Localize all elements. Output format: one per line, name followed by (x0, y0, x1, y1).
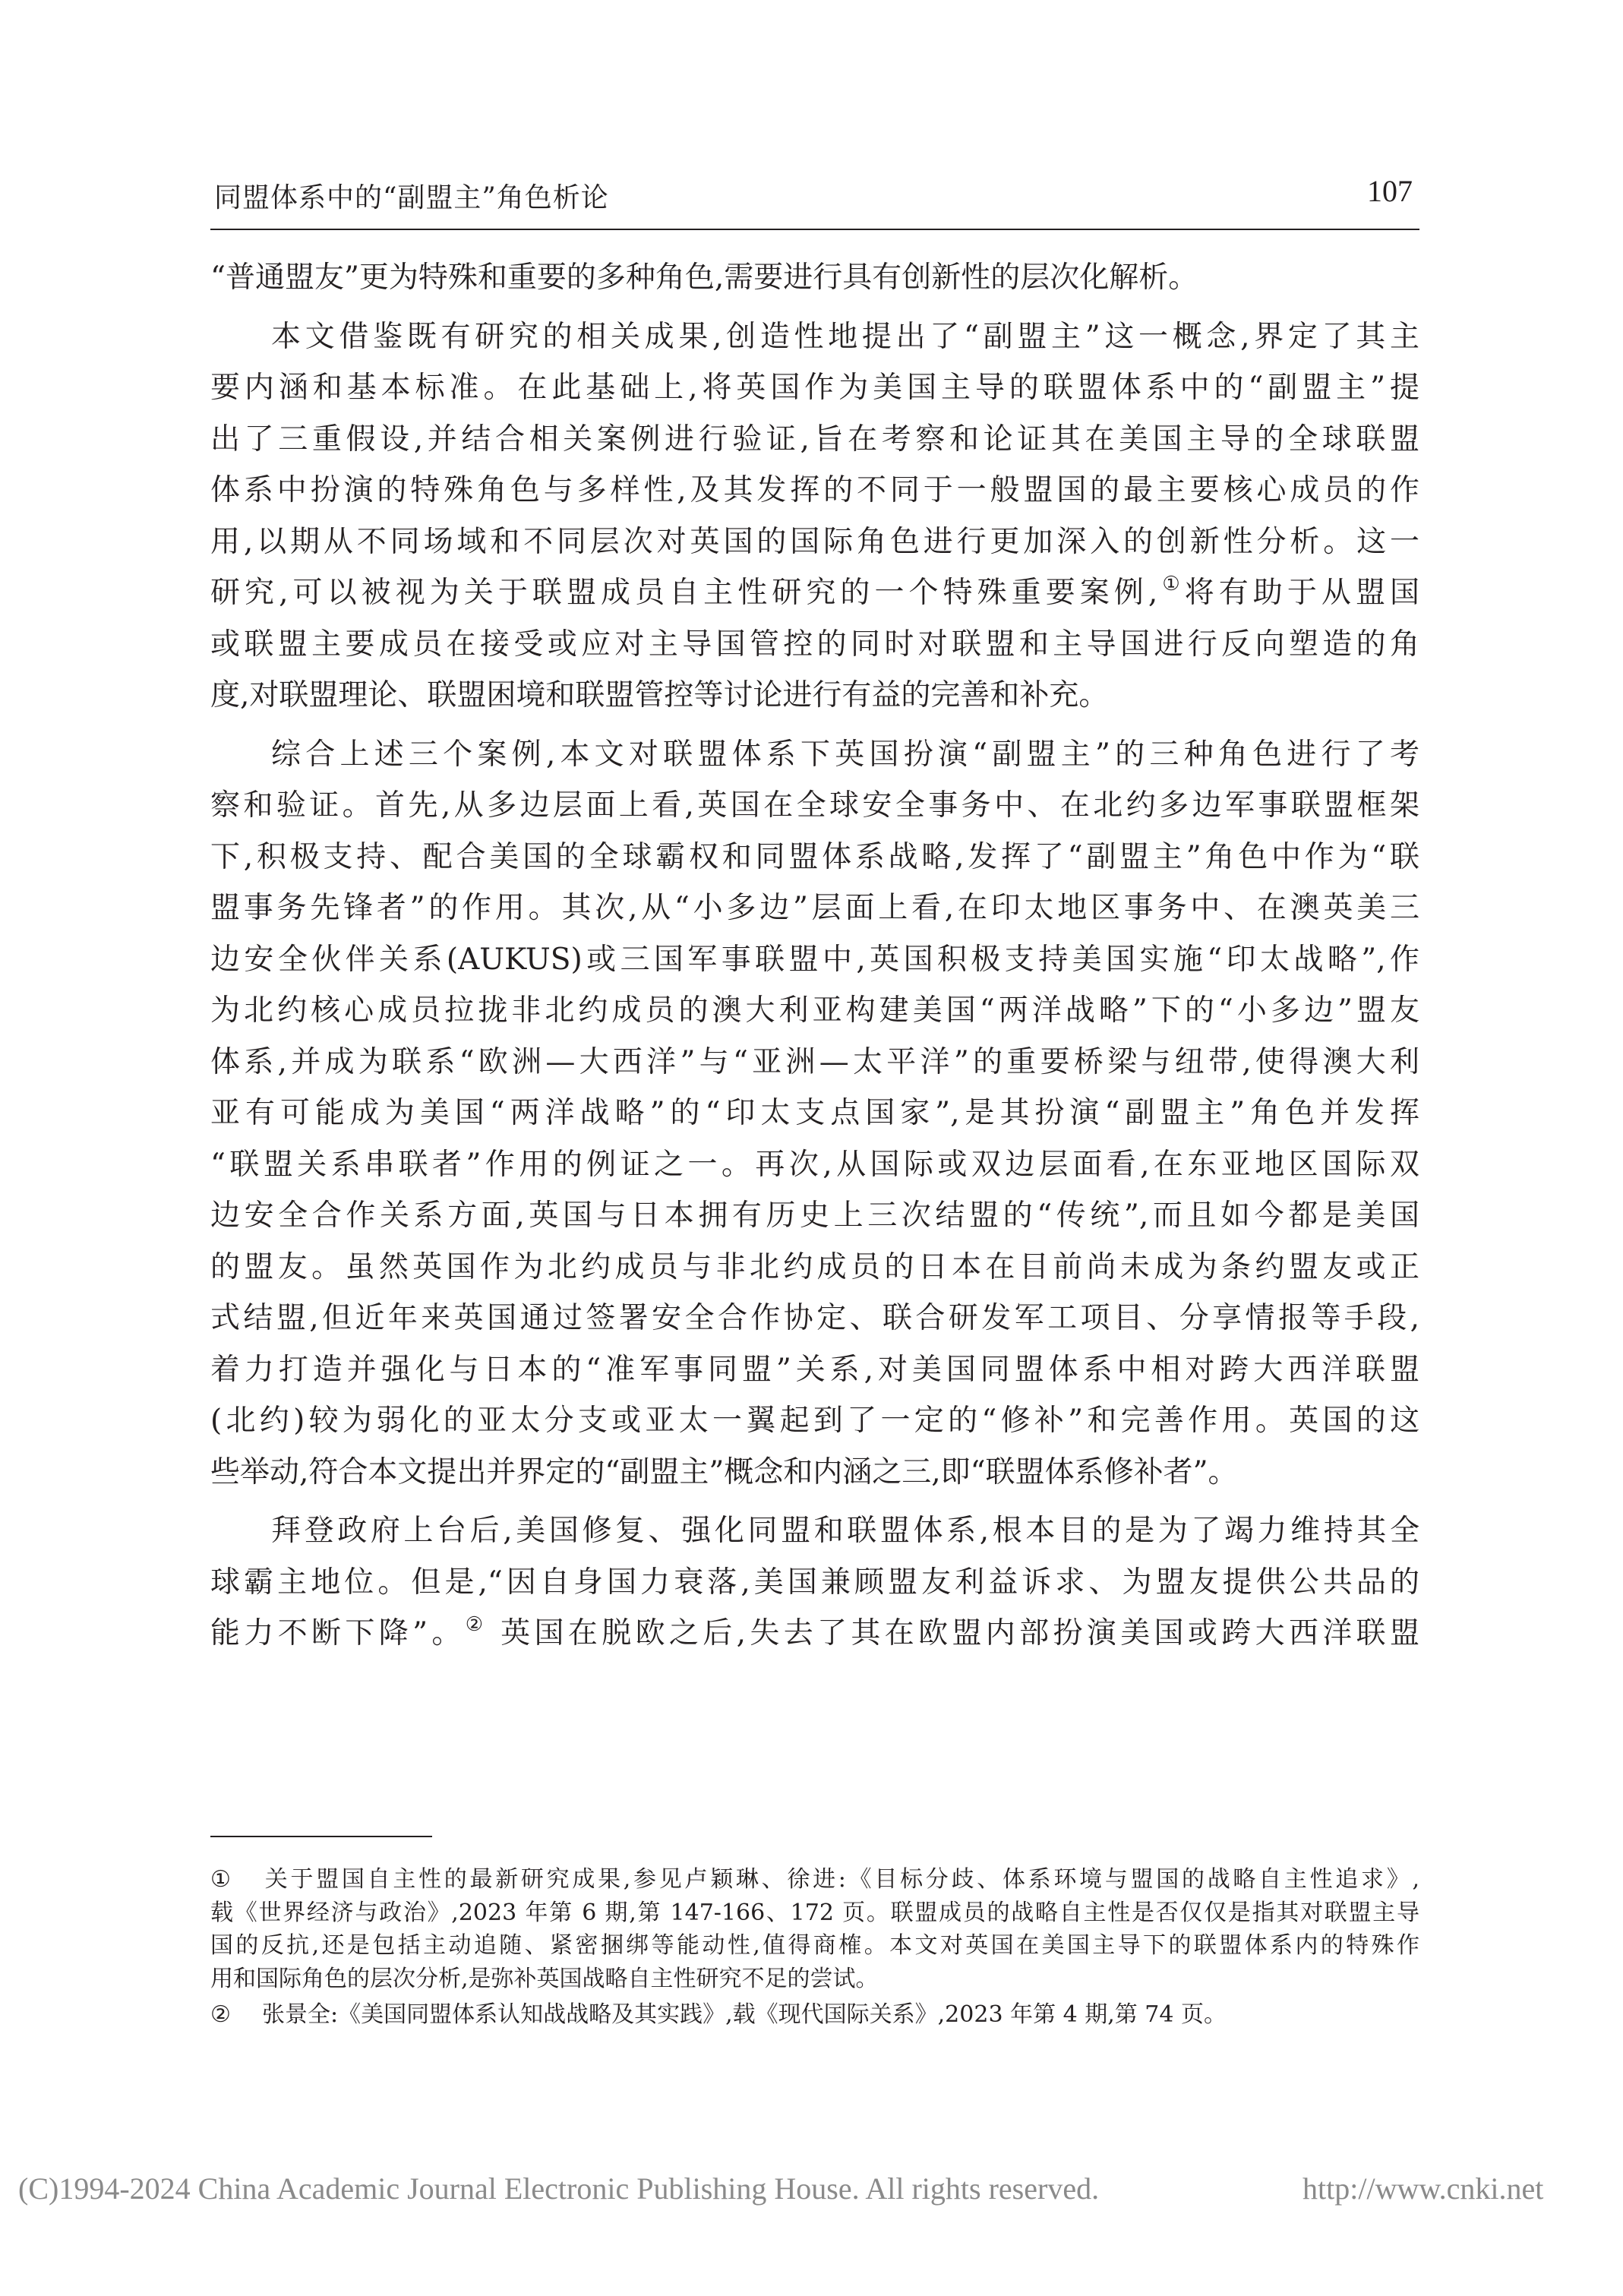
copyright-notice: (C)1994-2024 China Academic Journal Electronic Publishing House. All rights reserved. (18, 2171, 1100, 2206)
body-line: “普通盟友”更为特殊和重要的多种角色,需要进行具有创新性的层次化解析。 (210, 261, 1198, 295)
cnki-link[interactable]: http://www.cnki.net (1303, 2171, 1544, 2206)
body-line: 出了三重假设,并结合相关案例进行验证,旨在考察和论证其在美国主导的全球联盟 (210, 422, 1419, 456)
body-text (210, 252, 1419, 1660)
body-line: 边安全合作关系方面,英国与日本拥有历史上三次结盟的“传统”,而且如今都是美国 (210, 1199, 1419, 1233)
footnote-text: 关于盟国自主性的最新研究成果,参见卢颖琳、徐进:《目标分歧、体系环境与盟国的战略自主性追求》, (262, 1866, 1419, 1893)
body-line: 球霸主地位。但是,“因自身国力衰落,美国兼顾盟友利益诉求、为盟友提供公共品的 (210, 1565, 1419, 1600)
footnote-line (210, 1998, 1419, 2032)
body-line-part: 将有助于从盟国 (1184, 576, 1419, 610)
footnote-text: 张景全:《美国同盟体系认知战战略及其实践》,载《现代国际关系》,2023 年第 4 期,第 74 页。 (262, 2001, 1227, 2028)
body-line: 或联盟主要成员在接受或应对主导国管控的同时对联盟和主导国进行反向塑造的角 (210, 627, 1419, 662)
body-line: 些举动,符合本文提出并界定的“副盟主”概念和内涵之三,即“联盟体系修补者”。 (210, 1454, 1238, 1489)
copyright-line (18, 2171, 1544, 2206)
body-line: 为北约核心成员拉拢非北约成员的澳大利亚构建美国“两洋战略”下的“小多边”盟友 (210, 993, 1419, 1028)
footnote-rule (210, 1836, 432, 1837)
body-line (210, 567, 1419, 619)
body-line (210, 1608, 1419, 1660)
running-title: 同盟体系中的“副盟主”角色析论 (214, 182, 609, 213)
body-line: 的盟友。虽然英国作为北约成员与非北约成员的日本在目前尚未成为条约盟友或正 (210, 1249, 1419, 1284)
body-line: 盟事务先锋者”的作用。其次,从“小多边”层面上看,在印太地区事务中、在澳英美三 (210, 891, 1419, 925)
footnote-ref-1[interactable]: ① (1157, 573, 1185, 595)
footnotes (210, 1863, 1419, 2032)
body-line: 度,对联盟理论、联盟困境和联盟管控等讨论进行有益的完善和补充。 (210, 678, 1109, 712)
header-rule (210, 229, 1419, 230)
body-line-part: 研究,可以被视为关于联盟成员自主性研究的一个特殊重要案例, (210, 576, 1158, 610)
page-number: 107 (1367, 174, 1413, 208)
body-line: 拜登政府上台后,美国修复、强化同盟和联盟体系,根本目的是为了竭力维持其全 (271, 1514, 1419, 1548)
body-line: 体系,并成为联系“欧洲—大西洋”与“亚洲—太平洋”的重要桥梁与纽带,使得澳大利 (210, 1044, 1419, 1079)
body-line: (北约)较为弱化的亚太分支或亚太一翼起到了一定的“修补”和完善作用。英国的这 (210, 1404, 1419, 1438)
body-line: 察和验证。首先,从多边层面上看,英国在全球安全事务中、在北约多边军事联盟框架 (210, 788, 1419, 823)
body-line: 体系中扮演的特殊角色与多样性,及其发挥的不同于一般盟国的最主要核心成员的作 (210, 473, 1419, 507)
footnote-mark: ② (210, 2001, 231, 2028)
footnote-line: 国的反抗,还是包括主动追随、紧密捆绑等能动性,值得商榷。本文对英国在美国主导下的联盟体系内的特殊作 (210, 1932, 1419, 1959)
footnote-ref-2[interactable]: ② (465, 1613, 488, 1636)
body-line: 着力打造并强化与日本的“准军事同盟”关系,对美国同盟体系中相对跨大西洋联盟 (210, 1352, 1419, 1387)
body-line: 要内涵和基本标准。在此基础上,将英国作为美国主导的联盟体系中的“副盟主”提 (210, 371, 1419, 405)
body-line: 亚有可能成为美国“两洋战略”的“印太支点国家”,是其扮演“副盟主”角色并发挥 (210, 1096, 1419, 1130)
body-line: 式结盟,但近年来英国通过签署安全合作协定、联合研发军工项目、分享情报等手段, (210, 1301, 1419, 1335)
body-line: 边安全伙伴关系(AUKUS)或三国军事联盟中,英国积极支持美国实施“印太战略”,作 (210, 942, 1419, 977)
footnote-line: 载《世界经济与政治》,2023 年第 6 期,第 147-166、172 页。联盟成员的战略自主性是否仅仅是指其对联盟主导 (210, 1899, 1419, 1926)
footnote-line: 用和国际角色的层次分析,是弥补英国战略自主性研究不足的尝试。 (210, 1965, 879, 1992)
body-line: 下,积极支持、配合美国的全球霸权和同盟体系战略,发挥了“副盟主”角色中作为“联 (210, 839, 1419, 874)
footnote-line (210, 1863, 1419, 1896)
footnote-1 (210, 1863, 1419, 1995)
body-line: 用,以期从不同场域和不同层次对英国的国际角色进行更加深入的创新性分析。这一 (210, 524, 1419, 559)
footnote-mark: ① (210, 1866, 231, 1893)
body-line: 本文借鉴既有研究的相关成果,创造性地提出了“副盟主”这一概念,界定了其主 (271, 319, 1419, 354)
body-line-part: 能力不断下降”。 (210, 1616, 466, 1650)
body-line-part: 英国在脱欧之后,失去了其在欧盟内部扮演美国或跨大西洋联盟 (487, 1616, 1419, 1650)
body-line: “联盟关系串联者”作用的例证之一。再次,从国际或双边层面看,在东亚地区国际双 (210, 1147, 1419, 1182)
body-line: 综合上述三个案例,本文对联盟体系下英国扮演“副盟主”的三种角色进行了考 (271, 737, 1419, 772)
footnote-2 (210, 1998, 1419, 2032)
